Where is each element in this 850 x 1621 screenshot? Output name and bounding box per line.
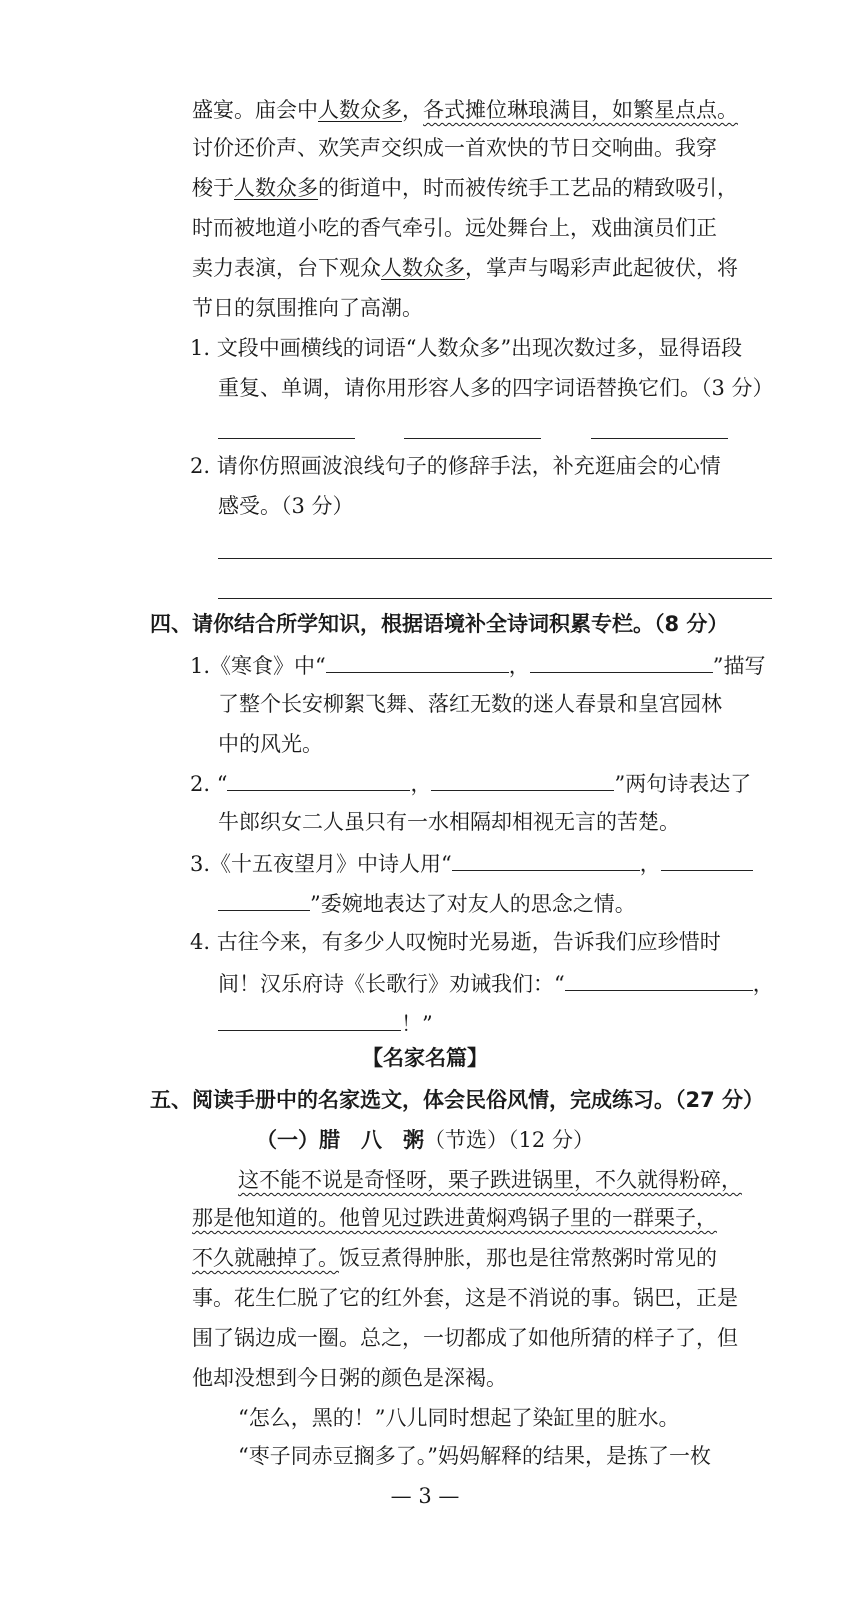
wavy-underlined-sentence: 不久就融掉了。: [192, 1246, 339, 1270]
item-2-line-2: [218, 808, 680, 838]
passage-line-2: [192, 134, 717, 164]
item-2-line-1: [190, 768, 751, 798]
passage-text: 梭于: [192, 176, 234, 200]
item-text: 4. 古往今来，有多少人叹惋时光易逝，告诉我们应珍惜时: [190, 930, 721, 954]
passage-line-5: [192, 254, 738, 284]
item-text: ”两句诗表达了: [614, 772, 752, 796]
answer-blank-3[interactable]: [591, 438, 728, 439]
passage-text: 时而被地道小吃的香气牵引。远处舞台上，戏曲演员们正: [192, 216, 717, 240]
answer-line-2[interactable]: [218, 598, 772, 599]
reading-text: 围了锅边成一圈。总之，一切都成了如他所猜的样子了，但: [192, 1326, 738, 1350]
section-5-heading: [150, 1086, 764, 1116]
underlined-phrase: 人数众多: [381, 256, 465, 280]
reading-text: 他却没想到今日粥的颜色是深褐。: [192, 1366, 507, 1390]
passage-line-4: [192, 214, 717, 244]
item-text: ，: [639, 852, 661, 876]
item-4-line-1: [190, 928, 721, 958]
passage-text: 盛宴。庙会中: [192, 98, 318, 122]
fill-blank[interactable]: [227, 768, 410, 791]
item-text: ！”: [401, 1012, 433, 1036]
item-text: ，: [752, 972, 774, 996]
fill-blank[interactable]: [530, 650, 713, 673]
question-1-line-1: [190, 334, 742, 364]
item-text: ”委婉地表达了对友人的思念之情。: [310, 892, 636, 916]
question-text: 1. 文段中画横线的词语“人数众多”出现次数过多，显得语段: [190, 336, 743, 360]
reading-line-7: [238, 1404, 679, 1434]
reading-subheading: [0, 1126, 850, 1156]
fill-blank[interactable]: [326, 650, 509, 673]
question-1-line-2: [218, 374, 774, 404]
reading-text: 事。花生仁脱了它的红外套，这是不消说的事。锅巴，正是: [192, 1286, 738, 1310]
underlined-phrase: 人数众多: [234, 176, 318, 200]
reading-line-1: [238, 1166, 742, 1196]
item-text: ，: [508, 654, 530, 678]
fill-blank[interactable]: [218, 1008, 401, 1031]
item-text: 了整个长安柳絮飞舞、落红无数的迷人春景和皇宫园林: [218, 692, 722, 716]
item-1-line-1: [190, 650, 766, 680]
item-3-line-2: [218, 888, 636, 918]
subheading-note: （节选）（12 分）: [424, 1128, 594, 1152]
reading-line-2: [192, 1204, 717, 1234]
subheading-title: （一）腊 八 粥: [256, 1128, 425, 1152]
question-2-line-2: [218, 492, 354, 522]
item-1-line-2: [218, 690, 722, 720]
fill-blank[interactable]: [452, 848, 640, 871]
item-text: ”描写: [712, 654, 766, 678]
reading-text: “枣子同赤豆搁多了。”妈妈解释的结果，是拣了一枚: [238, 1444, 711, 1468]
fill-blank[interactable]: [431, 768, 614, 791]
question-text: 感受。（3 分）: [218, 494, 354, 518]
passage-text: 卖力表演，台下观众: [192, 256, 381, 280]
answer-line-1[interactable]: [218, 558, 772, 559]
passage-text: ，: [402, 98, 423, 122]
question-text: 2. 请你仿照画波浪线句子的修辞手法，补充逛庙会的心情: [190, 454, 721, 478]
passage-text: 的街道中，时而被传统手工艺品的精致吸引，: [318, 176, 738, 200]
reading-line-4: [192, 1284, 738, 1314]
passage-line-3: [192, 174, 738, 204]
item-text: 牛郎织女二人虽只有一水相隔却相视无言的苦楚。: [218, 810, 680, 834]
fill-blank[interactable]: [565, 968, 753, 991]
question-text: 重复、单调，请你用形容人多的四字词语替换它们。（3 分）: [218, 376, 774, 400]
fill-blank[interactable]: [661, 848, 753, 871]
item-text: 1.《寒食》中“: [190, 654, 326, 678]
passage-text: ，掌声与喝彩声此起彼伏，将: [465, 256, 738, 280]
section-heading-text: 四、请你结合所学知识，根据语境补全诗词积累专栏。（8 分）: [150, 612, 729, 636]
reading-text: 饭豆煮得肿胀，那也是往常熬粥时常见的: [339, 1246, 717, 1270]
page-number: [0, 1482, 850, 1512]
item-text: 3.《十五夜望月》中诗人用“: [190, 852, 452, 876]
reading-text: “怎么，黑的！”八儿同时想起了染缸里的脏水。: [238, 1406, 680, 1430]
passage-line-1: [192, 96, 738, 126]
item-text: 间！汉乐府诗《长歌行》劝诫我们：“: [218, 972, 565, 996]
item-text: ，: [410, 772, 432, 796]
wavy-underlined-sentence: 各式摊位琳琅满目，如繁星点点。: [423, 98, 738, 122]
reading-line-6: [192, 1364, 507, 1394]
heading-text: 【名家名篇】: [362, 1046, 488, 1070]
wavy-underlined-sentence: 那是他知道的。他曾见过跌进黄焖鸡锅子里的一群栗子，: [192, 1206, 717, 1230]
answer-blank-2[interactable]: [404, 438, 541, 439]
famous-works-heading: [0, 1044, 850, 1074]
item-4-line-3: [218, 1008, 433, 1038]
item-text: 中的风光。: [218, 732, 323, 756]
passage-line-6: [192, 294, 423, 324]
underlined-phrase: 人数众多: [318, 98, 402, 122]
reading-line-5: [192, 1324, 738, 1354]
passage-text: 节日的氛围推向了高潮。: [192, 296, 423, 320]
section-4-heading: [150, 610, 728, 640]
fill-blank[interactable]: [218, 888, 310, 911]
reading-line-8: [238, 1442, 711, 1472]
wavy-underlined-sentence: 这不能不说是奇怪呀，栗子跌进锅里，不久就得粉碎，: [238, 1168, 742, 1192]
item-3-line-1: [190, 848, 753, 878]
answer-blank-1[interactable]: [218, 438, 355, 439]
item-4-line-2: [218, 968, 774, 998]
section-heading-text: 五、阅读手册中的名家选文，体会民俗风情，完成练习。（27 分）: [150, 1088, 765, 1112]
question-2-line-1: [190, 452, 721, 482]
item-1-line-3: [218, 730, 323, 760]
page-number-text: — 3 —: [390, 1484, 460, 1508]
passage-text: 讨价还价声、欢笑声交织成一首欢快的节日交响曲。我穿: [192, 136, 717, 160]
item-text: 2. “: [190, 772, 228, 796]
reading-line-3: [192, 1244, 717, 1274]
